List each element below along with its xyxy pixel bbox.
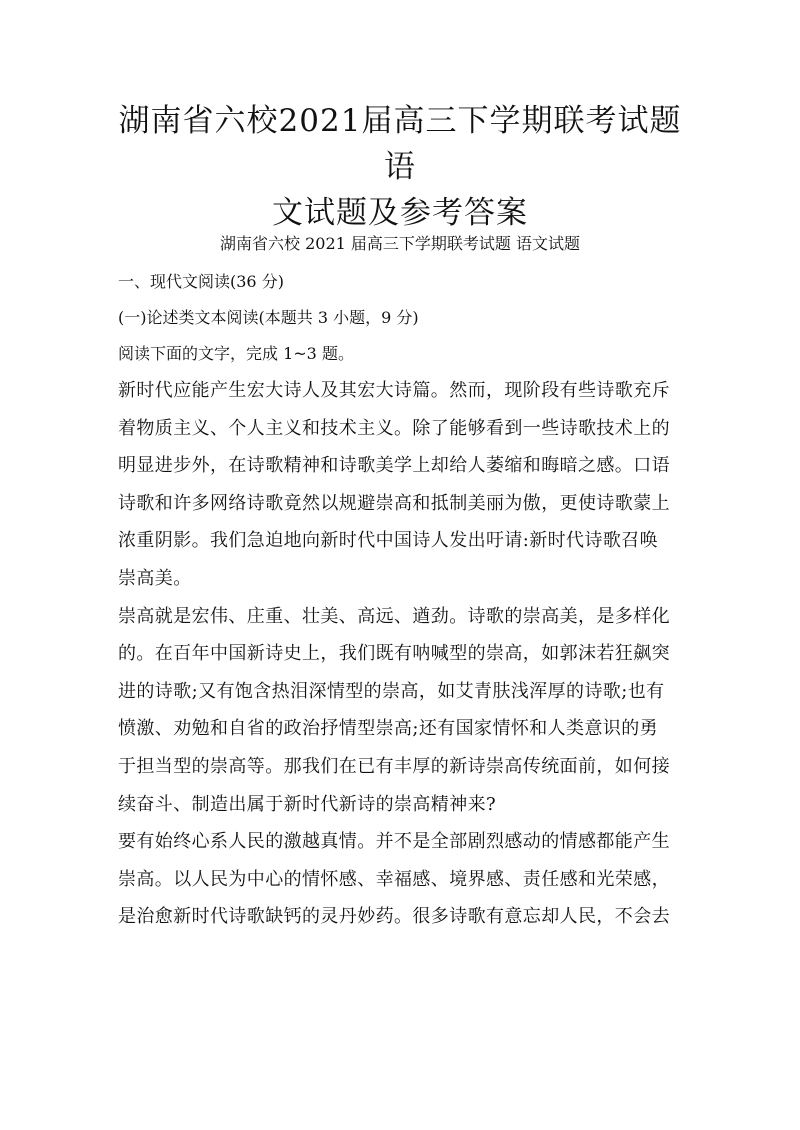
paragraph [118,598,698,824]
paragraph-line: 新时代应能产生宏大诗人及其宏大诗篇。然而，现阶段有些诗歌充斥 [118,380,670,401]
document-title-line-2: 文试题及参考答案 [272,195,528,231]
section-heading: 一、现代文阅读(36 分) [118,272,284,291]
paragraph-line: 的。在百年中国新诗史上，我们既有呐喊型的崇高，如郭沫若狂飙突 [118,643,670,665]
paragraph-line: 是治愈新时代诗歌缺钙的灵丹妙药。很多诗歌有意忘却人民，不会去 [118,906,670,928]
paragraph-line: 浓重阴影。我们急迫地向新时代中国诗人发出吁请:新时代诗歌召唤 [118,530,659,552]
paragraph-line: 崇高就是宏伟、庄重、壮美、高远、遒劲。诗歌的崇高美，是多样化 [118,605,670,627]
document-title-line-1: 湖南省六校2021届高三下学期联考试题语 [118,103,682,185]
paragraph [118,372,698,598]
paragraph-line: 着物质主义、个人主义和技术主义。除了能够看到一些诗歌技术上的 [118,417,670,439]
paragraph-line: 诗歌和许多网络诗歌竟然以规避崇高和抵制美丽为傲，更使诗歌蒙上 [118,492,670,514]
document-body [118,264,698,936]
document-title [110,98,690,236]
paragraph-line: 明显进步外，在诗歌精神和诗歌美学上却给人萎缩和晦暗之感。口语 [118,455,670,477]
subsection-heading: (一)论述类文本阅读(本题共 3 小题，9 分) [118,308,419,327]
paragraph-line: 要有始终心系人民的激越真情。并不是全部剧烈感动的情感都能产生 [118,831,670,853]
paragraph-line: 愤激、劝勉和自省的政治抒情型崇高;还有国家情怀和人类意识的勇 [118,718,659,740]
exam-subtitle: 湖南省六校 2021 届高三下学期联考试题 语文试题 [220,234,580,253]
paragraph-line: 进的诗歌;又有饱含热泪深情型的崇高，如艾青肤浅浑厚的诗歌;也有 [118,680,665,702]
paragraph-line: 崇高美。 [118,567,192,589]
paragraph-line: 续奋斗、制造出属于新时代新诗的崇高精神来? [118,793,497,815]
paragraph-line: 崇高。以人民为中心的情怀感、幸福感、境界感、责任感和光荣感， [118,868,670,890]
paragraph [118,823,698,936]
reading-instruction: 阅读下面的文字，完成 1~3 题。 [118,344,354,363]
paragraph-line: 于担当型的崇高等。那我们在已有丰厚的新诗崇高传统面前，如何接 [118,755,670,777]
